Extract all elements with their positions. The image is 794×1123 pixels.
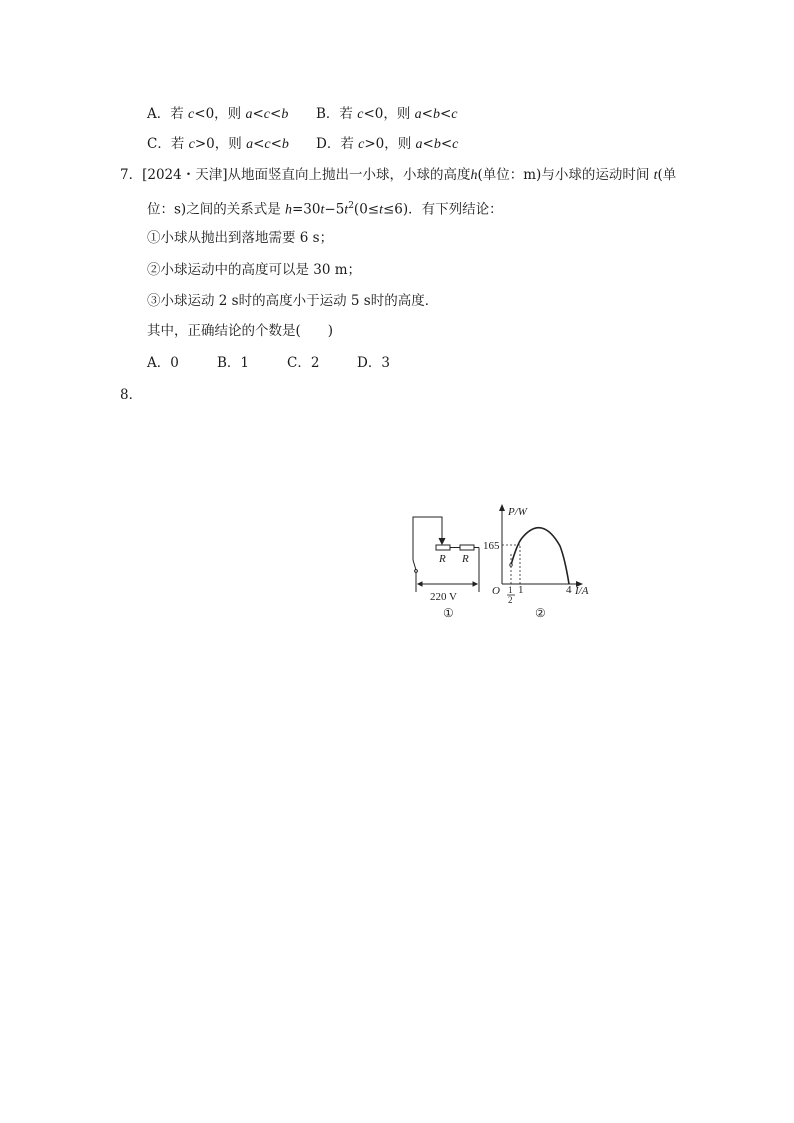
q7-conclusion-1: ①小球从抛出到落地需要 6 s； (147, 230, 334, 246)
x-tick-1: 1 (518, 584, 524, 596)
q7-stem-line1: 7．[2024・天津]从地面竖直向上抛出一小球，小球的高度h(单位：m)与小球的运动时间 t(单 (120, 167, 677, 183)
q8-figure (405, 504, 605, 624)
resistor-label-1: R (439, 553, 446, 565)
q6-option-c: C．若 c>0，则 a<c<b (147, 136, 289, 152)
y-tick-165: 165 (483, 540, 500, 552)
x-tick-4: 4 (566, 584, 572, 596)
q7-conclusion-2: ②小球运动中的高度可以是 30 m； (147, 262, 362, 278)
q6-option-d: D．若 c>0，则 a<b<c (316, 136, 459, 152)
voltage-label: 220 V (430, 591, 457, 603)
x-axis-label: I/A (575, 585, 589, 597)
q7-source: [2024・天津] (142, 167, 228, 183)
resistor-label-2: R (462, 553, 469, 565)
figure-label-2: ② (535, 606, 546, 620)
q7-number: 7． (120, 167, 143, 183)
q7-conclusion-3: ③小球运动 2 s时的高度小于运动 5 s时的高度． (147, 293, 439, 309)
x-tick-half-num: 1 (508, 585, 513, 595)
q7-option-d: D．3 (357, 355, 390, 371)
x-tick-half-den: 2 (508, 595, 513, 605)
q6-option-b: B．若 c<0，则 a<b<c (316, 106, 458, 122)
q7-option-a: A．0 (147, 355, 179, 371)
figure-label-1: ① (443, 606, 454, 620)
q7-question: 其中，正确结论的个数是( ) (147, 323, 334, 339)
q6-option-a: A．若 c<0，则 a<c<b (147, 106, 289, 122)
origin-label: O (492, 585, 500, 597)
q7-stem-line2: 位：s)之间的关系式是 $h=30t-5t^2(0\le t\le 6)$．有下列结论： (147, 201, 503, 218)
q7-option-c: C．2 (287, 355, 320, 371)
q8-number: 8． (120, 387, 143, 403)
y-axis-label: P/W (508, 506, 527, 518)
q7-option-b: B．1 (217, 355, 250, 371)
circuit-diagram (413, 517, 479, 592)
